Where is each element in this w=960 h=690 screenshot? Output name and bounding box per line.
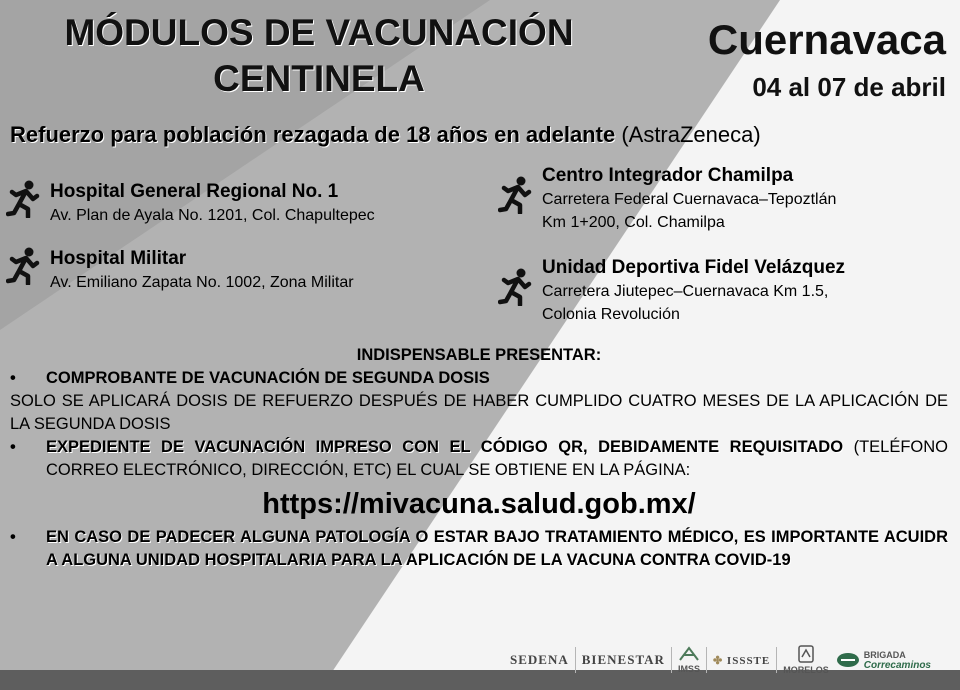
- location-address-line-2: Km 1+200, Col. Chamilpa: [542, 214, 725, 231]
- requirement-note: SOLO SE APLICARÁ DOSIS DE REFUERZO DESPUÉS DE HABER CUMPLIDO CUATRO MESES DE LA APLICACIÓN DE LA SEGUNDA DOSIS: [10, 392, 948, 433]
- runner-icon: [6, 180, 40, 218]
- date-range: 04 al 07 de abril: [752, 72, 946, 102]
- title-line-1: MÓDULOS DE VACUNACIÓN: [64, 12, 574, 53]
- requirement-text: EN CASO DE PADECER ALGUNA PATOLOGÍA O ESTAR BAJO TRATAMIENTO MÉDICO, ES IMPORTANTE ACUIDR A ALGUNA UNIDAD HOSPITALARIA PARA LA APLICACIÓN DE LA VACUNA CONTRA COVID-19: [46, 528, 948, 569]
- location-address: Av. Plan de Ayala No. 1201, Col. Chapultepec: [50, 207, 375, 224]
- logo-divider: [671, 647, 672, 673]
- location-name: Unidad Deportiva Fidel Velázquez: [542, 257, 846, 278]
- morelos-shield-icon: [797, 645, 815, 663]
- location-name: Centro Integrador Chamilpa: [542, 165, 794, 186]
- issste-logo: ✤ ISSSTE: [712, 654, 771, 667]
- imss-eagle-icon: [678, 646, 700, 662]
- requirement-bold-text: EXPEDIENTE DE VACUNACIÓN IMPRESO CON EL CÓDIGO QR, DEBIDAMENTE REQUISITADO: [46, 438, 844, 456]
- bienestar-logo: BIENESTAR: [581, 652, 665, 667]
- runner-icon: [6, 247, 40, 285]
- runner-icon: [498, 176, 532, 214]
- city-name: Cuernavaca: [707, 16, 946, 63]
- subtitle-vaccine: (AstraZeneca): [621, 122, 761, 147]
- location-address-line-2: Colonia Revolución: [542, 306, 680, 323]
- requirement-item-1: [10, 367, 948, 390]
- logo-divider: [776, 647, 777, 673]
- sedena-logo: SEDENA: [510, 652, 569, 667]
- requirements-heading: INDISPENSABLE PRESENTAR:: [356, 346, 602, 364]
- requirement-item-3: [10, 526, 948, 572]
- imss-logo: IMSS: [678, 646, 700, 674]
- location-address-line-1: Carretera Federal Cuernavaca–Tepoztlán: [542, 191, 837, 208]
- logo-divider: [575, 647, 576, 673]
- roadrunner-icon: [835, 651, 861, 669]
- requirement-detail-text: (TELÉFONO CORREO ELECTRÓNICO, DIRECCIÓN, ETC) EL CUAL SE OBTIENE EN LA PÁGINA:: [46, 438, 949, 479]
- title-line-2: CENTINELA: [213, 58, 425, 99]
- brigada-logo: BRIGADA Correcaminos: [835, 650, 931, 671]
- morelos-logo: MORELOS: [783, 645, 829, 675]
- runner-icon: [498, 268, 532, 306]
- page-title: [14, 10, 624, 102]
- requirement-text: COMPROBANTE DE VACUNACIÓN DE SEGUNDA DOSIS: [46, 369, 490, 387]
- bullet-icon: •: [10, 369, 16, 387]
- location-name: Hospital Militar: [50, 248, 187, 269]
- location-address: Av. Emiliano Zapata No. 1002, Zona Militar: [50, 274, 354, 291]
- registration-url[interactable]: https://mivacuna.salud.gob.mx/: [262, 488, 696, 520]
- requirements-section: [10, 344, 948, 572]
- issste-emblem-icon: ✤: [712, 654, 724, 667]
- logo-divider: [706, 647, 707, 673]
- requirement-item-2: [10, 436, 948, 482]
- location-3: [498, 164, 836, 234]
- location-4: [498, 256, 845, 326]
- footer-logos: [510, 640, 960, 680]
- location-address-line-1: Carretera Jiutepec–Cuernavaca Km 1.5,: [542, 283, 829, 300]
- subtitle: [10, 122, 761, 148]
- location-name: Hospital General Regional No. 1: [50, 181, 339, 202]
- location-1: [6, 180, 375, 227]
- requirement-text: [46, 436, 948, 482]
- bullet-icon: •: [10, 528, 16, 546]
- subtitle-bold: Refuerzo para población rezagada de 18 años en adelante: [10, 122, 616, 147]
- bullet-icon: •: [10, 438, 16, 456]
- location-2: [6, 247, 354, 294]
